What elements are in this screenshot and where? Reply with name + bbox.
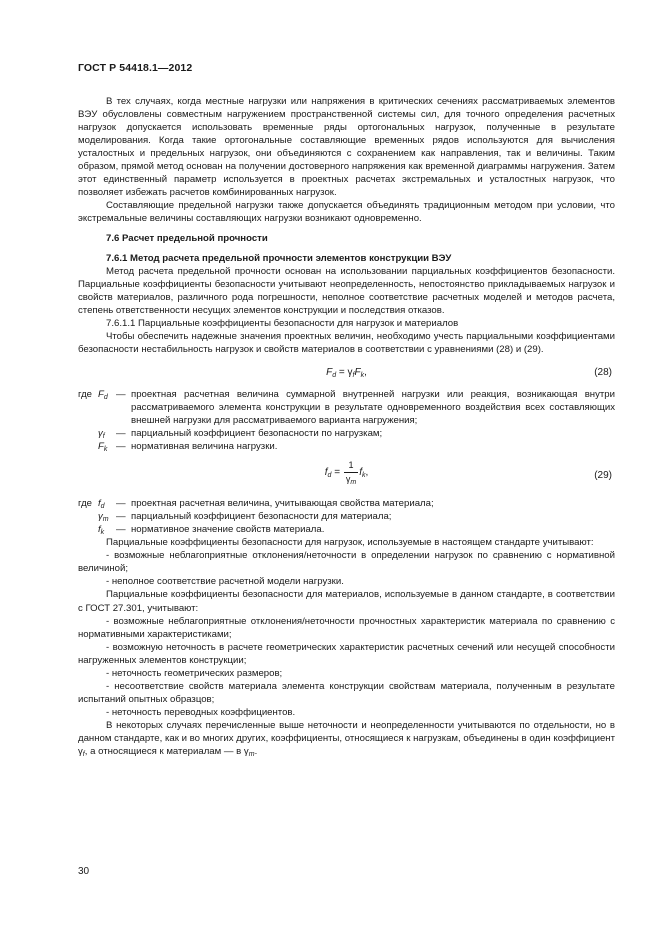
list-item: - возможные неблагоприятные отклонения/неточности в определении нагрузок по сравнению с нормативной величиной; xyxy=(78,550,615,575)
list-item: - возможную неточность в расчете геометрических характеристик расчетных сечений или несущей способности нагруженных элементов конструкции; xyxy=(78,641,615,666)
where-label xyxy=(78,510,98,523)
where-label xyxy=(78,440,98,453)
paragraph: В тех случаях, когда местные нагрузки или напряжения в критических сечениях рассматриваемых элементов ВЭУ обусловлены совместным нагружением пространственной системы сил, для точного определения расчетных нагрузок допускается использовать временные ряды ортогональных нагрузок, полученные в результате моделирования. Когда такие ортогональные составляющие временных рядов используются для вычисления усталостных и предельных нагрузок, они объединяются с сохранением как направления, так и величины. Таким образом, прямой метод основан на получении достоверного напряжения как временной диаграммы нагружения. Затем этот единственный параметр используется в проектных расчетах экстремальных и усталостных нагрузок, что позволяет избежать расчетов комбинированных нагрузок. xyxy=(78,96,615,199)
equation-28-number: (28) xyxy=(594,366,612,378)
definition-text: нормативная величина нагрузки. xyxy=(131,441,278,453)
equation-29-number: (29) xyxy=(594,470,612,482)
where-label xyxy=(78,427,98,440)
document-body xyxy=(78,95,615,758)
dash: — xyxy=(116,388,126,400)
equation-29 xyxy=(78,457,615,493)
where-label xyxy=(78,523,98,536)
definition-text: нормативное значение свойств материала. xyxy=(131,524,325,536)
symbol: $f_d$ xyxy=(98,498,105,511)
paragraph: Парциальные коэффициенты безопасности для материалов, используемые в данном стандарте, в соответствии с ГОСТ 27.301, учитывают: xyxy=(78,589,615,614)
equation-28 xyxy=(78,360,615,386)
fraction: $\frac{1}{\gamma_m}$ xyxy=(345,460,357,487)
section-heading-7-6-1: 7.6.1 Метод расчета предельной прочности элементов конструкции ВЭУ xyxy=(106,252,452,264)
equation-29-formula: $f_d$ = $\frac{1}{\gamma_m}$ $f_k$, xyxy=(324,460,369,487)
symbol: $\gamma_m$ xyxy=(98,511,109,524)
list-item: - неполное соответствие расчетной модели нагрузки. xyxy=(106,576,344,588)
subsection-heading-7-6-1-1: 7.6.1.1 Парциальные коэффициенты безопасности для нагрузок и материалов xyxy=(106,317,459,329)
dash: — xyxy=(116,511,126,523)
paragraph: В некоторых случаях перечисленные выше неточности и неопределенности учитываются по отдельности, но в данном стандарте, как и во многих других, коэффициенты, относящиеся к нагрузкам, объединены в один коэффициент $\gamma_f$, а относящиеся к материалам — в $\gamma_m$. xyxy=(78,719,615,759)
section-heading-7-6: 7.6 Расчет предельной прочности xyxy=(106,233,268,245)
definition-text: проектная расчетная величина суммарной внутренней нагрузки или реакция, возникающая внутри рассматриваемого элемента конструкции в результате одновременного воздействия всех составляющих внешней нагрузки для рассматриваемого варианта нагружения; xyxy=(131,388,615,426)
where-label: где xyxy=(78,498,93,510)
list-item: - неточность геометрических размеров; xyxy=(106,667,283,679)
page-number: 30 xyxy=(78,866,90,877)
equation-28-formula: $F_d = \gamma_fF_k$, xyxy=(326,366,367,379)
symbol: $f_k$ xyxy=(98,524,105,537)
definition-text: парциальный коэффициент безопасности для материала; xyxy=(131,511,392,523)
paragraph: Метод расчета предельной прочности основан на использовании парциальных коэффициентов безопасности. Парциальные коэффициенты безопасности учитывают неопределенность, непостоянство прикладываемых нагрузок и свойств материалов, различного рода погрешности, неполное соответствие расчетных моделей и методов расчета, степень ответственности несущих элементов конструкции и последствия отказов. xyxy=(78,265,615,316)
definition-text: парциальный коэффициент безопасности по нагрузкам; xyxy=(131,428,383,440)
paragraph: Составляющие предельной нагрузки также допускается объединять традиционным методом при условии, что экстремальные величины составляющих нагрузки возникают одновременно. xyxy=(78,200,615,225)
symbol: $F_d$ xyxy=(98,388,108,401)
paragraph: Парциальные коэффициенты безопасности для нагрузок, используемые в настоящем стандарте учитывают: xyxy=(106,537,594,549)
list-item: - неточность переводных коэффициентов. xyxy=(106,706,296,718)
definition-text: проектная расчетная величина, учитывающая свойства материала; xyxy=(131,498,434,510)
list-item: - несоответствие свойств материала элемента конструкции свойствам материала, полученным в результате испытаний опытных образцов; xyxy=(78,680,615,705)
symbol: $\gamma_f$ xyxy=(98,428,105,441)
paragraph: Чтобы обеспечить надежные значения проектных величин, необходимо учесть парциальными коэффициентами безопасности нестабильность нагрузок и свойств материалов в соответствии с уравнениями (28) и (29). xyxy=(78,330,615,355)
dash: — xyxy=(116,498,126,510)
dash: — xyxy=(116,441,126,453)
where-label: где xyxy=(78,388,93,400)
equation-29-definitions xyxy=(78,497,615,536)
document-header: ГОСТ Р 54418.1—2012 xyxy=(78,62,193,74)
equation-28-definitions xyxy=(78,388,615,453)
list-item: - возможные неблагоприятные отклонения/неточности прочностных характеристик материала по сравнению с нормативными характеристиками; xyxy=(78,615,615,640)
symbol: $F_k$ xyxy=(98,441,108,454)
dash: — xyxy=(116,428,126,440)
dash: — xyxy=(116,524,126,536)
